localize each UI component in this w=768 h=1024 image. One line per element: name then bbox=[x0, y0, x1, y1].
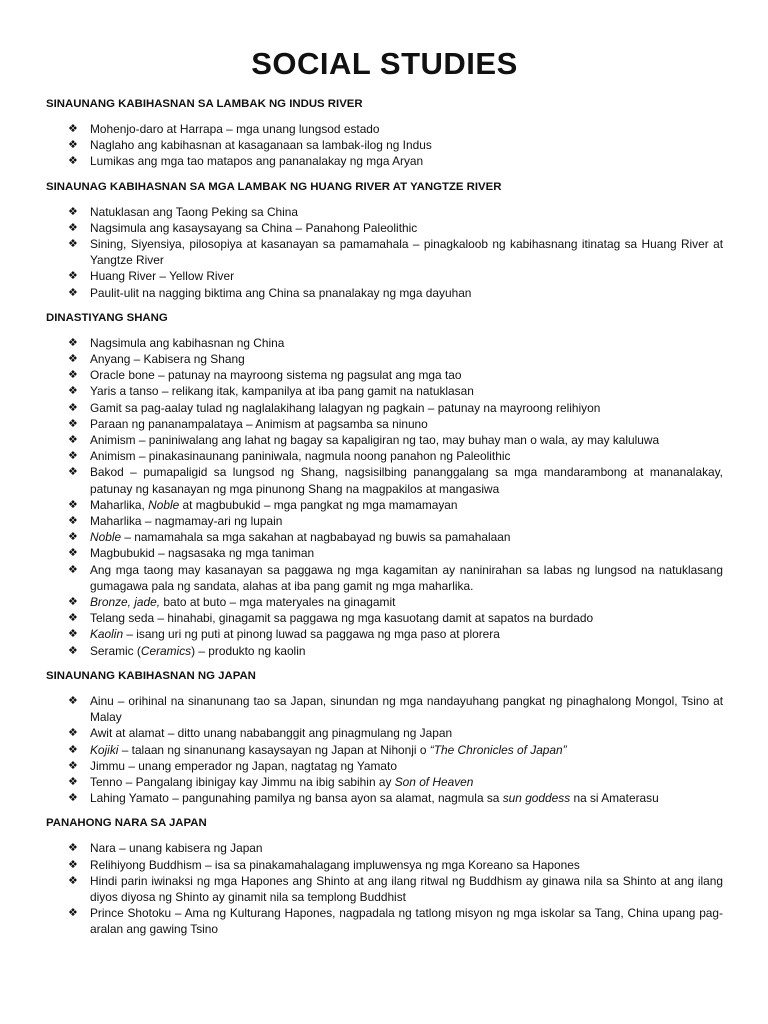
list-item bbox=[46, 626, 723, 642]
section-heading: SINAUNAG KABIHASNAN SA MGA LAMBAK NG HUANG RIVER AT YANGTZE RIVER bbox=[46, 180, 502, 193]
diamond-bullet-icon: ❖ bbox=[68, 286, 78, 299]
diamond-bullet-icon: ❖ bbox=[68, 563, 78, 576]
list-item bbox=[46, 725, 723, 741]
text-run: Awit at alamat – ditto unang nababanggit ang pinagmulang ng Japan bbox=[90, 726, 453, 741]
text-run: Oracle bone – patunay na mayroong sistema ng pagsulat ang mga tao bbox=[90, 368, 462, 383]
text-run: at magbubukid – mga pangkat ng mga mamamayan bbox=[179, 497, 458, 512]
list-item bbox=[46, 790, 723, 806]
list-item bbox=[46, 268, 723, 284]
text-run: Animism – pinakasinaunang paniniwala, nagmula noong panahon ng Paleolithic bbox=[90, 449, 511, 464]
list-item-text bbox=[90, 906, 723, 936]
list-item bbox=[46, 335, 723, 351]
text-run: Jimmu – unang emperador ng Japan, nagtatag ng Yamato bbox=[90, 758, 397, 773]
list-item-text bbox=[90, 138, 432, 152]
list-item bbox=[46, 610, 723, 626]
text-run: – talaan ng sinanunang kasaysayan ng Japan at Nihonji o bbox=[118, 742, 430, 757]
text-run: bato at buto – mga materyales na ginagamit bbox=[160, 595, 396, 610]
text-run: – namamahala sa mga sakahan at nagbabayad ng buwis sa pamahalaan bbox=[121, 530, 511, 545]
diamond-bullet-icon: ❖ bbox=[68, 221, 78, 234]
text-run: ) – produkto ng kaolin bbox=[191, 643, 306, 658]
diamond-bullet-icon: ❖ bbox=[68, 842, 78, 855]
diamond-bullet-icon: ❖ bbox=[68, 450, 78, 463]
list-item-text bbox=[90, 874, 723, 904]
list-item-text bbox=[90, 791, 659, 805]
diamond-bullet-icon: ❖ bbox=[68, 238, 78, 251]
list-item-text bbox=[90, 644, 305, 658]
text-run: Nagsimula ang kasaysayang sa China – Panahong Paleolithic bbox=[90, 220, 418, 235]
bullet-list bbox=[46, 121, 723, 170]
sections-container bbox=[46, 96, 723, 938]
diamond-bullet-icon: ❖ bbox=[68, 515, 78, 528]
text-run: Paraan ng pananampalataya – Animism at pagsamba sa ninuno bbox=[90, 416, 428, 431]
diamond-bullet-icon: ❖ bbox=[68, 628, 78, 641]
list-item bbox=[46, 594, 723, 610]
list-item bbox=[46, 137, 723, 153]
list-item-text bbox=[90, 205, 298, 219]
text-run: Telang seda – hinahabi, ginagamit sa paggawa ng mga kasuotang damit at sapatos na burdado bbox=[90, 611, 594, 626]
text-run: Magbubukid – nagsasaka ng mga taniman bbox=[90, 546, 315, 561]
italic-text: sun goddess bbox=[502, 791, 571, 806]
list-item bbox=[46, 529, 723, 545]
text-run: Anyang – Kabisera ng Shang bbox=[90, 352, 245, 367]
bullet-list bbox=[46, 335, 723, 659]
list-item bbox=[46, 562, 723, 594]
list-item bbox=[46, 285, 723, 301]
list-item bbox=[46, 220, 723, 236]
list-item bbox=[46, 643, 723, 659]
diamond-bullet-icon: ❖ bbox=[68, 907, 78, 920]
list-item bbox=[46, 840, 723, 856]
text-run: Nagsimula ang kabihasnan ng China bbox=[90, 335, 285, 350]
list-item bbox=[46, 367, 723, 383]
diamond-bullet-icon: ❖ bbox=[68, 401, 78, 414]
text-run: Nara – unang kabisera ng Japan bbox=[90, 841, 263, 856]
bullet-list bbox=[46, 204, 723, 301]
diamond-bullet-icon: ❖ bbox=[68, 417, 78, 430]
list-item-text bbox=[90, 336, 284, 350]
diamond-bullet-icon: ❖ bbox=[68, 336, 78, 349]
list-item bbox=[46, 448, 723, 464]
text-run: na si Amaterasu bbox=[570, 791, 659, 806]
list-item-text bbox=[90, 595, 395, 609]
list-item-text bbox=[90, 237, 723, 267]
page-title: SOCIAL STUDIES bbox=[251, 46, 518, 81]
section bbox=[46, 668, 723, 806]
bullet-list bbox=[46, 693, 723, 806]
list-item-text bbox=[90, 401, 600, 415]
section bbox=[46, 815, 723, 937]
italic-text: Son of Heaven bbox=[394, 774, 474, 789]
italic-text: Noble bbox=[90, 530, 122, 545]
italic-text: Ceramics bbox=[140, 643, 192, 658]
list-item-text bbox=[90, 530, 510, 544]
list-item bbox=[46, 204, 723, 220]
list-item-text bbox=[90, 858, 580, 872]
list-item-text bbox=[90, 694, 723, 724]
diamond-bullet-icon: ❖ bbox=[68, 385, 78, 398]
list-item-text bbox=[90, 368, 462, 382]
diamond-bullet-icon: ❖ bbox=[68, 466, 78, 479]
diamond-bullet-icon: ❖ bbox=[68, 858, 78, 871]
list-item-text bbox=[90, 269, 234, 283]
text-run: Maharlika, bbox=[90, 497, 149, 512]
text-run: Gamit sa pag-aalay tulad ng naglalakihang lalagyan ng pagkain – patunay na mayroong relihiyon bbox=[90, 400, 601, 415]
list-item-text bbox=[90, 498, 458, 512]
text-run: Sining, Siyensiya, pilosopiya at kasanayan sa pamamahala – pinagkaloob ng kabihasnang itinatag sa Huang River at Yangtze River bbox=[90, 237, 723, 268]
list-item bbox=[46, 383, 723, 399]
diamond-bullet-icon: ❖ bbox=[68, 792, 78, 805]
list-item bbox=[46, 545, 723, 561]
list-item-text bbox=[90, 841, 263, 855]
text-run: Animism – paniniwalang ang lahat ng bagay sa kapaligiran ng tao, may buhay man o wala, ay may kaluluwa bbox=[90, 433, 660, 448]
list-item bbox=[46, 758, 723, 774]
text-run: Ainu – orihinal na sinanunang tao sa Japan, sinundan ng mga nandayuhang pangkat ng pinaghalong Mongol, Tsino at Malay bbox=[90, 693, 723, 725]
list-item-text bbox=[90, 433, 659, 447]
list-item bbox=[46, 416, 723, 432]
text-run: Mohenjo-daro at Harrapa – mga unang lungsod estado bbox=[90, 122, 380, 136]
text-run: Natuklasan ang Taong Peking sa China bbox=[90, 204, 299, 219]
text-run: Lumikas ang mga tao matapos ang pananalakay ng mga Aryan bbox=[90, 154, 424, 169]
list-item bbox=[46, 742, 723, 758]
text-run: Maharlika – nagmamay-ari ng lupain bbox=[90, 514, 283, 529]
text-run: Seramic ( bbox=[90, 643, 141, 658]
diamond-bullet-icon: ❖ bbox=[68, 759, 78, 772]
list-item-text bbox=[90, 449, 510, 463]
diamond-bullet-icon: ❖ bbox=[68, 531, 78, 544]
section-heading: SINAUNANG KABIHASNAN NG JAPAN bbox=[46, 669, 256, 682]
list-item-text bbox=[90, 726, 452, 740]
section bbox=[46, 96, 723, 170]
text-run: Relihiyong Buddhism – isa sa pinakamahalagang impluwensya ng mga Koreano sa Hapones bbox=[90, 857, 580, 872]
section-heading: PANAHONG NARA SA JAPAN bbox=[46, 817, 207, 830]
italic-text: “The Chronicles of Japan” bbox=[429, 742, 567, 757]
text-run: Hindi parin iwinaksi ng mga Hapones ang Shinto at ang ilang ritwal ng Buddhism ay ginawa nila sa Shinto at ang ilang diyos diyosa ng Shinto ay ginamit nila sa templong Buddhist bbox=[90, 873, 723, 904]
diamond-bullet-icon: ❖ bbox=[68, 123, 78, 135]
section-heading: DINASTIYANG SHANG bbox=[46, 311, 168, 324]
list-item-text bbox=[90, 154, 423, 168]
diamond-bullet-icon: ❖ bbox=[68, 596, 78, 609]
text-run: Prince Shotoku – Ama ng Kulturang Hapones, nagpadala ng tatlong misyon ng mga iskolar sa Tang, China upang pag-aralan ang gawing Tsino bbox=[90, 906, 723, 937]
diamond-bullet-icon: ❖ bbox=[68, 353, 78, 366]
list-item-text bbox=[90, 286, 471, 300]
diamond-bullet-icon: ❖ bbox=[68, 644, 78, 657]
diamond-bullet-icon: ❖ bbox=[68, 612, 78, 625]
text-run: Ang mga taong may kasanayan sa paggawa ng mga kagamitan ay naninirahan sa labas ng lungsod na natuklasang gumagawa pala ng sandata, alahas at iba pang gamit ng mga maharlika. bbox=[90, 562, 723, 593]
diamond-bullet-icon: ❖ bbox=[68, 498, 78, 511]
diamond-bullet-icon: ❖ bbox=[68, 205, 78, 218]
list-item-text bbox=[90, 514, 282, 528]
diamond-bullet-icon: ❖ bbox=[68, 155, 78, 168]
list-item bbox=[46, 513, 723, 529]
diamond-bullet-icon: ❖ bbox=[68, 775, 78, 788]
list-item-text bbox=[90, 465, 723, 495]
diamond-bullet-icon: ❖ bbox=[68, 270, 78, 283]
list-item bbox=[46, 873, 723, 905]
list-item-text bbox=[90, 417, 428, 431]
section bbox=[46, 179, 723, 301]
bullet-list bbox=[46, 840, 723, 937]
list-item bbox=[46, 432, 723, 448]
list-item-text bbox=[90, 627, 500, 641]
list-item-text bbox=[90, 221, 417, 235]
list-item bbox=[46, 351, 723, 367]
list-item bbox=[46, 693, 723, 725]
italic-text: Noble bbox=[148, 497, 180, 512]
list-item bbox=[46, 464, 723, 496]
diamond-bullet-icon: ❖ bbox=[68, 547, 78, 560]
text-run: Bakod – pumapaligid sa lungsod ng Shang, nagsisilbing pananggalang sa mga mandarambong at mananalakay, patunay ng kasanayan ng mga pinunong Shang na magpakilos at mangasiwa bbox=[90, 465, 723, 496]
list-item-text bbox=[90, 546, 314, 560]
text-run: Paulit-ulit na nagging biktima ang China sa pnanalakay ng mga dayuhan bbox=[90, 285, 472, 300]
list-item bbox=[46, 400, 723, 416]
diamond-bullet-icon: ❖ bbox=[68, 139, 78, 152]
italic-text: Kaolin bbox=[90, 627, 124, 642]
text-run: Tenno – Pangalang ibinigay kay Jimmu na ibig sabihin ay bbox=[90, 774, 395, 789]
text-run: Huang River – Yellow River bbox=[90, 269, 235, 284]
list-item-text bbox=[90, 384, 474, 398]
italic-text: Bronze, jade, bbox=[90, 595, 161, 610]
list-item bbox=[46, 497, 723, 513]
text-run: Yaris a tanso – relikang itak, kampanilya at iba pang gamit na natuklasan bbox=[90, 384, 474, 399]
text-run: Naglaho ang kabihasnan at kasaganaan sa lambak-ilog ng Indus bbox=[90, 138, 432, 153]
list-item-text bbox=[90, 611, 593, 625]
italic-text: Kojiki bbox=[90, 742, 119, 757]
document-page bbox=[46, 44, 723, 947]
list-item bbox=[46, 774, 723, 790]
diamond-bullet-icon: ❖ bbox=[68, 743, 78, 756]
diamond-bullet-icon: ❖ bbox=[68, 369, 78, 382]
list-item-text bbox=[90, 743, 567, 757]
list-item bbox=[46, 236, 723, 268]
list-item-text bbox=[90, 759, 397, 773]
section bbox=[46, 310, 723, 659]
list-item bbox=[46, 121, 723, 137]
diamond-bullet-icon: ❖ bbox=[68, 727, 78, 740]
text-run: – isang uri ng puti at pinong luwad sa paggawa ng mga paso at plorera bbox=[123, 627, 500, 642]
section-heading: SINAUNANG KABIHASNAN SA LAMBAK NG INDUS RIVER bbox=[46, 98, 363, 110]
list-item bbox=[46, 857, 723, 873]
list-item-text bbox=[90, 122, 380, 136]
diamond-bullet-icon: ❖ bbox=[68, 434, 78, 447]
list-item-text bbox=[90, 563, 723, 593]
text-run: Lahing Yamato – pangunahing pamilya ng bansa ayon sa alamat, nagmula sa bbox=[90, 791, 503, 806]
list-item-text bbox=[90, 775, 473, 789]
diamond-bullet-icon: ❖ bbox=[68, 874, 78, 887]
list-item bbox=[46, 153, 723, 169]
list-item bbox=[46, 905, 723, 937]
diamond-bullet-icon: ❖ bbox=[68, 694, 78, 707]
list-item-text bbox=[90, 352, 245, 366]
